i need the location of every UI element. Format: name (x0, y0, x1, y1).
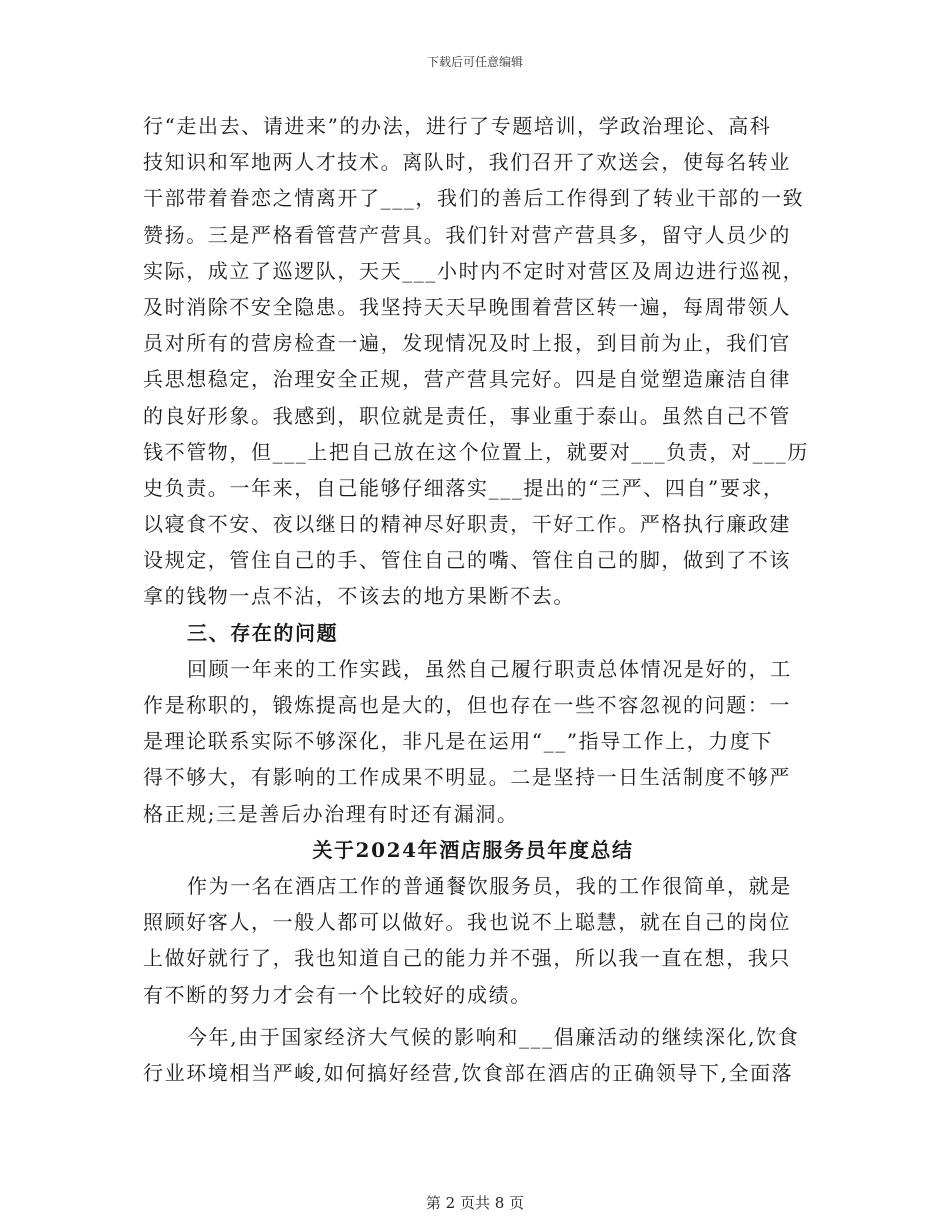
text-line: 有不断的努力才会有一个比较好的成绩。 (143, 982, 532, 1007)
text-line: 拿的钱物一点不沾，不该去的地方果断不去。 (143, 584, 575, 609)
page-header: 下载后可任意编辑 (426, 55, 523, 69)
text-line: 回顾一年来的工作实践，虽然自己履行职责总体情况是好的，工 (187, 656, 792, 681)
text-line: 钱不管物，但___上把自己放在这个位置上，就要对___负责，对___历 (143, 439, 809, 464)
text-line: 员对所有的营房检查一遍，发现情况及时上报，到目前为止，我们官 (143, 331, 791, 356)
paragraph-3 (143, 868, 803, 1013)
document-body (143, 108, 809, 1091)
paragraph-4 (143, 1019, 803, 1091)
text-line: 得不够大，有影响的工作成果不明显。二是坚持一日生活制度不够严 (143, 765, 791, 790)
text-line: 及时消除不安全隐患。我坚持天天早晚围着营区转一遍，每周带领人 (143, 294, 791, 319)
text-line: 上做好就行了，我也知道自己的能力并不强，所以我一直在想，我只 (143, 946, 791, 971)
text-line: 行业环境相当严峻,如何搞好经营,饮食部在酒店的正确领导下,全面落 (143, 1060, 794, 1085)
text-line: 赞扬。三是严格看管营产营具。我们针对营产营具多，留守人员少的 (143, 222, 791, 247)
text-line: 行“走出去、请进来”的办法，进行了专题培训，学政治理论、高科 (143, 114, 772, 138)
text-line: 史负责。一年来，自己能够仔细落实___提出的“三严、四自”要求， (143, 475, 785, 500)
page-footer: 第 2 页共 8 页 (425, 1194, 525, 1212)
text-line: 格正规;三是善后办治理有时还有漏洞。 (143, 801, 519, 826)
text-line: 今年,由于国家经济大气候的影响和___倡廉活动的继续深化,饮食 (187, 1024, 800, 1049)
text-line: 作是称职的，锻炼提高也是大的，但也存在一些不容忽视的问题：一 (143, 693, 791, 717)
text-line: 兵思想稳定，治理安全正规，营产营具完好。四是自觉塑造廉洁自律 (143, 367, 791, 392)
text-line: 干部带着眷恋之情离开了___，我们的善后工作得到了转业干部的一致 (143, 186, 805, 211)
text-line: 技知识和军地两人才技术。离队时，我们召开了欢送会，使每名转业 (143, 150, 791, 175)
text-line: 的良好形象。我感到，职位就是责任，事业重于泰山。虽然自己不管 (143, 403, 791, 428)
section-heading: 三、存在的问题 (187, 620, 339, 645)
document-title: 关于2024年酒店服务员年度总结 (312, 837, 634, 862)
text-line: 照顾好客人，一般人都可以做好。我也说不上聪慧，就在自己的岗位 (143, 910, 791, 935)
text-line: 设规定，管住自己的手、管住自己的嘴、管住自己的脚，做到了不该 (143, 548, 791, 573)
text-line: 以寝食不安、夜以继日的精神尽好职责，干好工作。严格执行廉政建 (143, 512, 791, 537)
text-line: 实际，成立了巡逻队，天天___小时内不定时对营区及周边进行巡视， (143, 258, 805, 283)
paragraph-2 (143, 651, 803, 832)
text-line: 作为一名在酒店工作的普通餐饮服务员，我的工作很简单，就是 (187, 873, 792, 898)
paragraph-1 (143, 108, 809, 615)
text-line: 是理论联系实际不够深化，非凡是在运用“__”指导工作上，力度下 (143, 729, 774, 754)
